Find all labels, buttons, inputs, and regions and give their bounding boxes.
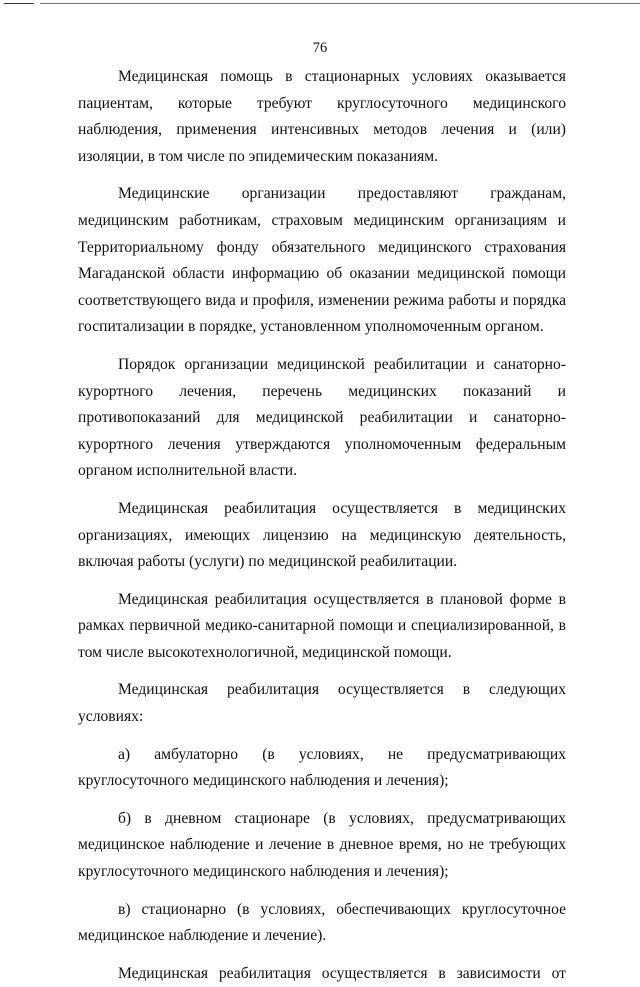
paragraph-inpatient-care: Медицинская помощь в стационарных условиях оказывается пациентам, которые требуют круглосуточного медицинского наблюдения, применения интенсивных методов лечения и (или) изоляции, в том числе по эпидемическим показаниям. bbox=[78, 68, 566, 165]
scan-edge-line-left bbox=[4, 3, 34, 4]
paragraph-rehabilitation-procedure: Порядок организации медицинской реабилитации и санаторно-курортного лечения, перечень медицинских показаний и противопоказаний для медицинской реабилитации и санаторно-курортного лечения утверждаются уполномоченным федеральным органом исполнительной власти. bbox=[78, 355, 566, 480]
page-number: 76 bbox=[312, 40, 328, 56]
list-item-a-outpatient: а) амбулаторно (в условиях, не предусматривающих круглосуточного медицинского наблюдения и лечения); bbox=[78, 745, 566, 790]
document-body bbox=[78, 64, 566, 987]
scan-edge-line bbox=[40, 3, 640, 4]
list-item-c-inpatient: в) стационарно (в условиях, обеспечивающих круглосуточное медицинское наблюдение и лечение). bbox=[78, 900, 566, 945]
paragraph-rehabilitation-license: Медицинская реабилитация осуществляется в медицинских организациях, имеющих лицензию на медицинскую деятельность, включая работы (услуги) по медицинской реабилитации. bbox=[78, 499, 566, 571]
paragraph-rehabilitation-planned-form: Медицинская реабилитация осуществляется в плановой форме в рамках первичной медико-санитарной помощи и специализированной, в том числе высокотехнологичной, медицинской помощи. bbox=[78, 590, 566, 661]
paragraph-rehabilitation-conditions: Медицинская реабилитация осуществляется в следующих условиях: bbox=[78, 681, 566, 726]
paragraph-information-provision: Медицинские организации предоставляют гражданам, медицинским работникам, страховым медицинским организациям и Территориальному фонду обязательного медицинского страхования Магаданской области информацию об оказании медицинской помощи соответствующего вида и профиля, изменении режима работы и порядка госпитализации в порядке, установленном уполномоченным органом. bbox=[78, 185, 566, 336]
list-item-b-day-hospital: б) в дневном стационаре (в условиях, предусматривающих медицинское наблюдение и лечение в дневное время, но не требующих круглосуточного медицинского наблюдения и лечения); bbox=[78, 809, 566, 881]
paragraph-rehabilitation-depends: Медицинская реабилитация осуществляется в зависимости от bbox=[118, 964, 566, 982]
